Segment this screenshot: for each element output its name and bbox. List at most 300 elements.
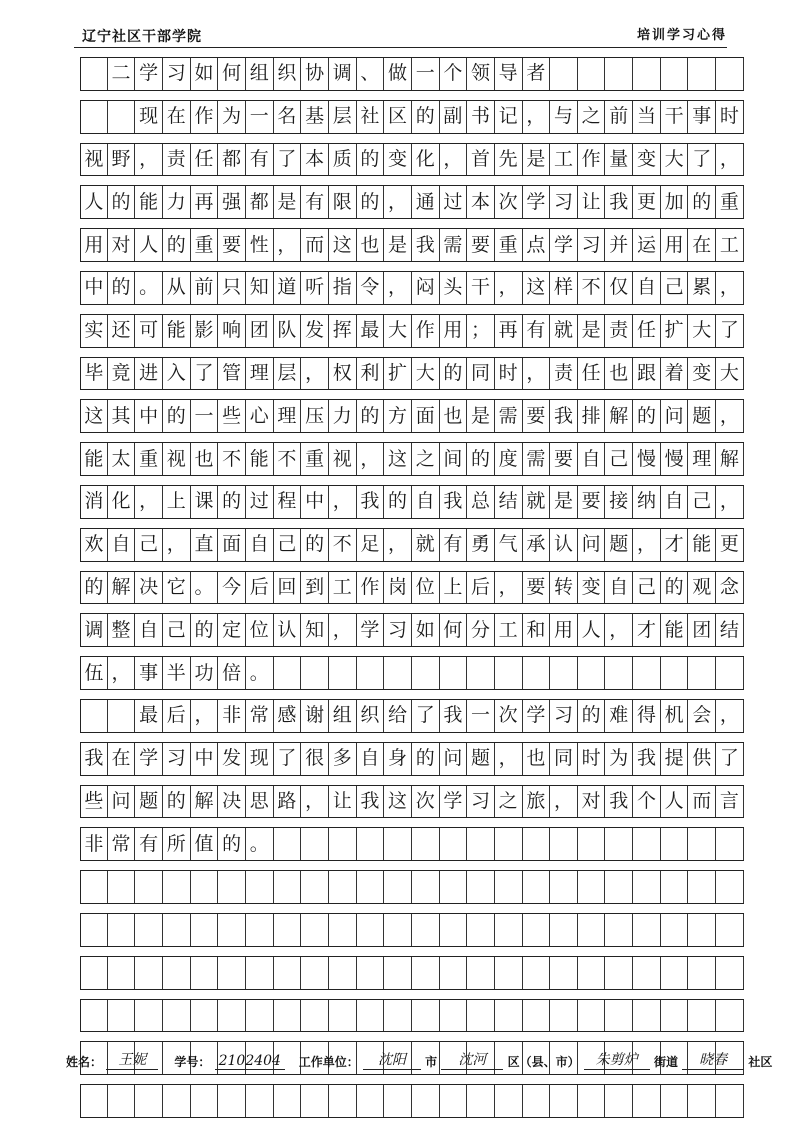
grid-cell: 自 bbox=[578, 443, 606, 475]
grid-cell: 在 bbox=[108, 743, 136, 775]
grid-cell: 学 bbox=[135, 743, 163, 775]
grid-cell: 干 bbox=[661, 101, 689, 133]
grid-cell: 。 bbox=[246, 657, 274, 689]
grid-cell: 着 bbox=[661, 358, 689, 390]
grid-cell: 己 bbox=[163, 614, 191, 646]
grid-cell bbox=[246, 871, 274, 903]
grid-cell bbox=[108, 1085, 136, 1117]
grid-cell: 变 bbox=[688, 358, 716, 390]
grid-cell: 最 bbox=[135, 700, 163, 732]
grid-cell bbox=[688, 58, 716, 90]
grid-cell: 的 bbox=[163, 229, 191, 261]
grid-cell: 自 bbox=[633, 272, 661, 304]
grid-cell: 大 bbox=[688, 315, 716, 347]
grid-cell: 有 bbox=[135, 828, 163, 860]
grid-cell: 会 bbox=[688, 700, 716, 732]
grid-cell: 二 bbox=[108, 58, 136, 90]
grid-cell: 需 bbox=[495, 400, 523, 432]
grid-cell: 本 bbox=[467, 186, 495, 218]
grid-cell: 的 bbox=[357, 186, 385, 218]
grid-cell: 课 bbox=[191, 486, 219, 518]
grid-cell: ， bbox=[633, 529, 661, 561]
grid-row bbox=[80, 143, 744, 177]
name-label: 姓名： bbox=[66, 1055, 103, 1069]
district-field[interactable]: 沈河 bbox=[441, 1049, 503, 1070]
grid-cell: 视 bbox=[163, 443, 191, 475]
grid-cell: 前 bbox=[191, 272, 219, 304]
grid-cell bbox=[274, 828, 302, 860]
city-field[interactable]: 沈阳 bbox=[363, 1049, 421, 1070]
grid-cell bbox=[495, 914, 523, 946]
grid-cell: 发 bbox=[218, 743, 246, 775]
grid-cell: 入 bbox=[163, 358, 191, 390]
grid-cell bbox=[661, 1000, 689, 1032]
grid-cell bbox=[357, 657, 385, 689]
grid-cell: 问 bbox=[578, 529, 606, 561]
grid-cell bbox=[357, 871, 385, 903]
grid-cell bbox=[716, 828, 744, 860]
grid-cell bbox=[523, 1085, 551, 1117]
grid-cell: 层 bbox=[329, 101, 357, 133]
grid-cell: 的 bbox=[163, 400, 191, 432]
grid-cell bbox=[329, 957, 357, 989]
grid-cell: 的 bbox=[301, 529, 329, 561]
grid-cell bbox=[329, 657, 357, 689]
grid-cell: 都 bbox=[246, 186, 274, 218]
grid-cell: 做 bbox=[384, 58, 412, 90]
grid-cell: 过 bbox=[440, 186, 468, 218]
grid-cell: 让 bbox=[578, 186, 606, 218]
grid-cell: 自 bbox=[605, 572, 633, 604]
grid-cell: 是 bbox=[274, 186, 302, 218]
grid-cell bbox=[578, 58, 606, 90]
institution-name: 辽宁社区干部学院 bbox=[82, 29, 202, 45]
grid-cell bbox=[218, 914, 246, 946]
grid-cell: 更 bbox=[633, 186, 661, 218]
grid-cell: 管 bbox=[218, 358, 246, 390]
grid-cell: ， bbox=[716, 486, 744, 518]
grid-cell: 面 bbox=[412, 400, 440, 432]
grid-cell bbox=[578, 657, 606, 689]
grid-cell bbox=[412, 1085, 440, 1117]
community-field[interactable]: 晓春 bbox=[682, 1049, 744, 1070]
grid-cell bbox=[550, 957, 578, 989]
grid-cell bbox=[163, 871, 191, 903]
grid-cell bbox=[440, 657, 468, 689]
grid-cell: 织 bbox=[274, 58, 302, 90]
grid-cell: 毕 bbox=[80, 358, 108, 390]
grid-cell bbox=[578, 914, 606, 946]
grid-cell: 学 bbox=[523, 186, 551, 218]
grid-cell: 一 bbox=[467, 700, 495, 732]
grid-cell: 了 bbox=[191, 358, 219, 390]
grid-cell: 事 bbox=[135, 657, 163, 689]
grid-cell: 能 bbox=[246, 443, 274, 475]
grid-row bbox=[80, 185, 744, 219]
grid-row bbox=[80, 827, 744, 861]
grid-cell: 干 bbox=[467, 272, 495, 304]
grid-cell bbox=[357, 828, 385, 860]
grid-cell: 非 bbox=[80, 828, 108, 860]
grid-cell: 不 bbox=[329, 529, 357, 561]
grid-cell: 的 bbox=[357, 144, 385, 176]
grid-row bbox=[80, 956, 744, 990]
grid-cell: 的 bbox=[108, 186, 136, 218]
grid-cell: 为 bbox=[218, 101, 246, 133]
grid-cell bbox=[578, 957, 606, 989]
grid-cell bbox=[384, 871, 412, 903]
grid-cell bbox=[716, 1000, 744, 1032]
grid-cell: 我 bbox=[605, 186, 633, 218]
grid-cell: 这 bbox=[384, 443, 412, 475]
grid-cell: 人 bbox=[578, 614, 606, 646]
grid-cell: 自 bbox=[108, 529, 136, 561]
grid-cell: 上 bbox=[163, 486, 191, 518]
grid-cell: 间 bbox=[440, 443, 468, 475]
grid-cell: 次 bbox=[412, 786, 440, 818]
grid-cell bbox=[301, 1000, 329, 1032]
grid-cell: 闷 bbox=[412, 272, 440, 304]
grid-cell: 变 bbox=[633, 144, 661, 176]
grid-cell: 转 bbox=[550, 572, 578, 604]
grid-cell: 的 bbox=[384, 486, 412, 518]
grid-cell bbox=[605, 58, 633, 90]
grid-cell bbox=[412, 957, 440, 989]
grid-cell: 是 bbox=[467, 400, 495, 432]
grid-cell: 头 bbox=[440, 272, 468, 304]
grid-cell: 作 bbox=[578, 144, 606, 176]
grid-cell: ， bbox=[108, 657, 136, 689]
grid-cell: 有 bbox=[246, 144, 274, 176]
grid-cell bbox=[688, 871, 716, 903]
grid-cell bbox=[440, 1085, 468, 1117]
grid-cell: 到 bbox=[301, 572, 329, 604]
grid-cell bbox=[523, 914, 551, 946]
grid-cell: ， bbox=[357, 443, 385, 475]
grid-cell bbox=[661, 1085, 689, 1117]
grid-cell: 而 bbox=[301, 229, 329, 261]
grid-cell: 都 bbox=[218, 144, 246, 176]
grid-cell bbox=[191, 871, 219, 903]
grid-cell: 是 bbox=[384, 229, 412, 261]
grid-cell: 和 bbox=[523, 614, 551, 646]
grid-cell bbox=[80, 58, 108, 90]
grid-cell bbox=[357, 1085, 385, 1117]
grid-cell: 伍 bbox=[80, 657, 108, 689]
grid-cell: 承 bbox=[523, 529, 551, 561]
grid-cell: ， bbox=[135, 144, 163, 176]
grid-cell: 需 bbox=[440, 229, 468, 261]
grid-cell bbox=[523, 957, 551, 989]
grid-cell bbox=[495, 871, 523, 903]
grid-cell: 慢 bbox=[633, 443, 661, 475]
grid-cell: 责 bbox=[605, 315, 633, 347]
grid-cell: 题 bbox=[135, 786, 163, 818]
grid-row bbox=[80, 100, 744, 134]
grid-cell: 位 bbox=[246, 614, 274, 646]
grid-cell bbox=[412, 828, 440, 860]
grid-cell: 大 bbox=[384, 315, 412, 347]
grid-row bbox=[80, 656, 744, 690]
grid-cell: 知 bbox=[301, 614, 329, 646]
grid-cell: 中 bbox=[301, 486, 329, 518]
grid-cell bbox=[467, 914, 495, 946]
grid-cell: 太 bbox=[108, 443, 136, 475]
grid-cell bbox=[135, 914, 163, 946]
grid-cell: 与 bbox=[550, 101, 578, 133]
grid-cell: 道 bbox=[274, 272, 302, 304]
header-divider bbox=[74, 47, 727, 48]
grid-cell: 作 bbox=[357, 572, 385, 604]
grid-cell: 机 bbox=[661, 700, 689, 732]
grid-cell: 个 bbox=[440, 58, 468, 90]
grid-cell bbox=[688, 1085, 716, 1117]
grid-cell bbox=[191, 1085, 219, 1117]
grid-cell: 现 bbox=[135, 101, 163, 133]
grid-cell: 了 bbox=[716, 743, 744, 775]
grid-cell: ， bbox=[523, 101, 551, 133]
grid-cell bbox=[301, 957, 329, 989]
grid-cell: 己 bbox=[688, 486, 716, 518]
grid-cell bbox=[163, 914, 191, 946]
grid-cell: 不 bbox=[274, 443, 302, 475]
grid-cell: 质 bbox=[329, 144, 357, 176]
street-field[interactable]: 朱剪炉 bbox=[584, 1049, 650, 1070]
grid-cell: 只 bbox=[218, 272, 246, 304]
grid-cell: 、 bbox=[357, 58, 385, 90]
grid-cell: 认 bbox=[550, 529, 578, 561]
district-label: 区（县、市） bbox=[507, 1055, 580, 1069]
grid-cell: 整 bbox=[108, 614, 136, 646]
grid-cell bbox=[246, 914, 274, 946]
grid-cell bbox=[716, 58, 744, 90]
grid-cell: 次 bbox=[495, 186, 523, 218]
grid-cell: 供 bbox=[688, 743, 716, 775]
grid-cell bbox=[688, 828, 716, 860]
grid-cell bbox=[412, 657, 440, 689]
grid-cell bbox=[716, 871, 744, 903]
grid-cell: 织 bbox=[357, 700, 385, 732]
grid-cell: 利 bbox=[357, 358, 385, 390]
grid-cell: 调 bbox=[329, 58, 357, 90]
grid-cell: ， bbox=[274, 229, 302, 261]
grid-cell: 些 bbox=[80, 786, 108, 818]
grid-cell: 书 bbox=[467, 101, 495, 133]
grid-cell: 压 bbox=[301, 400, 329, 432]
grid-cell: 过 bbox=[246, 486, 274, 518]
grid-cell bbox=[274, 957, 302, 989]
grid-cell: 我 bbox=[550, 400, 578, 432]
grid-cell bbox=[191, 957, 219, 989]
grid-cell bbox=[523, 657, 551, 689]
grid-cell: 如 bbox=[412, 614, 440, 646]
grid-cell: 了 bbox=[274, 144, 302, 176]
grid-cell bbox=[523, 1000, 551, 1032]
grid-cell bbox=[440, 871, 468, 903]
grid-row bbox=[80, 314, 744, 348]
grid-cell: 重 bbox=[191, 229, 219, 261]
grid-cell bbox=[108, 700, 136, 732]
grid-cell: 我 bbox=[633, 743, 661, 775]
grid-cell: 组 bbox=[329, 700, 357, 732]
grid-cell: 跟 bbox=[633, 358, 661, 390]
grid-row bbox=[80, 399, 744, 433]
grid-cell: 解 bbox=[716, 443, 744, 475]
grid-cell: 限 bbox=[329, 186, 357, 218]
grid-cell: 要 bbox=[550, 443, 578, 475]
grid-cell: 我 bbox=[440, 486, 468, 518]
grid-cell: 的 bbox=[633, 400, 661, 432]
grid-cell bbox=[384, 657, 412, 689]
grid-row bbox=[80, 699, 744, 733]
grid-cell bbox=[301, 1085, 329, 1117]
grid-cell bbox=[329, 1000, 357, 1032]
grid-cell: 得 bbox=[633, 700, 661, 732]
grid-cell bbox=[163, 1085, 191, 1117]
grid-cell bbox=[467, 1085, 495, 1117]
grid-cell: 勇 bbox=[467, 529, 495, 561]
grid-cell: 的 bbox=[357, 400, 385, 432]
grid-cell bbox=[523, 828, 551, 860]
grid-cell bbox=[274, 1000, 302, 1032]
grid-cell bbox=[716, 914, 744, 946]
city-label: 市 bbox=[425, 1055, 438, 1069]
grid-cell: 心 bbox=[246, 400, 274, 432]
grid-cell: 。 bbox=[135, 272, 163, 304]
grid-cell: ， bbox=[495, 572, 523, 604]
grid-row bbox=[80, 613, 744, 647]
grid-cell bbox=[605, 914, 633, 946]
grid-cell: 才 bbox=[633, 614, 661, 646]
grid-cell: 习 bbox=[550, 186, 578, 218]
grid-cell bbox=[661, 58, 689, 90]
grid-cell: 认 bbox=[274, 614, 302, 646]
grid-cell bbox=[384, 957, 412, 989]
grid-cell bbox=[578, 1085, 606, 1117]
grid-cell: 其 bbox=[108, 400, 136, 432]
grid-cell: 任 bbox=[191, 144, 219, 176]
grid-row bbox=[80, 785, 744, 819]
grid-cell: 的 bbox=[191, 614, 219, 646]
grid-cell: 所 bbox=[163, 828, 191, 860]
grid-cell: 让 bbox=[329, 786, 357, 818]
footer-info bbox=[66, 1049, 773, 1070]
grid-cell: 化 bbox=[108, 486, 136, 518]
grid-cell: 能 bbox=[661, 614, 689, 646]
grid-cell: 解 bbox=[191, 786, 219, 818]
grid-cell: 题 bbox=[605, 529, 633, 561]
grid-cell: 后 bbox=[163, 700, 191, 732]
grid-cell: 慢 bbox=[661, 443, 689, 475]
grid-cell bbox=[467, 871, 495, 903]
grid-cell: 知 bbox=[246, 272, 274, 304]
grid-cell: 的 bbox=[467, 443, 495, 475]
grid-cell bbox=[301, 657, 329, 689]
grid-cell bbox=[467, 1000, 495, 1032]
grid-cell: 学 bbox=[523, 700, 551, 732]
grid-cell: 我 bbox=[357, 486, 385, 518]
grid-cell: 用 bbox=[440, 315, 468, 347]
grid-cell: 事 bbox=[688, 101, 716, 133]
grid-cell: 之 bbox=[412, 443, 440, 475]
grid-cell bbox=[495, 828, 523, 860]
grid-cell bbox=[550, 657, 578, 689]
grid-cell: 层 bbox=[274, 358, 302, 390]
grid-cell: 大 bbox=[716, 358, 744, 390]
grid-cell: 性 bbox=[246, 229, 274, 261]
grid-cell bbox=[329, 871, 357, 903]
grid-cell: 个 bbox=[633, 786, 661, 818]
grid-cell: 了 bbox=[412, 700, 440, 732]
grid-row bbox=[80, 528, 744, 562]
grid-cell bbox=[688, 957, 716, 989]
grid-cell: 在 bbox=[688, 229, 716, 261]
grid-cell: 重 bbox=[716, 186, 744, 218]
grid-cell: 决 bbox=[218, 786, 246, 818]
grid-cell: 题 bbox=[688, 400, 716, 432]
grid-cell: ， bbox=[384, 186, 412, 218]
grid-cell: 者 bbox=[523, 58, 551, 90]
grid-cell: 仅 bbox=[605, 272, 633, 304]
grid-cell: 自 bbox=[412, 486, 440, 518]
grid-cell: 基 bbox=[301, 101, 329, 133]
grid-cell: 样 bbox=[550, 272, 578, 304]
grid-cell: 理 bbox=[246, 358, 274, 390]
grid-cell: 听 bbox=[301, 272, 329, 304]
grid-cell: 了 bbox=[688, 144, 716, 176]
grid-cell: 在 bbox=[163, 101, 191, 133]
grid-cell: 方 bbox=[384, 400, 412, 432]
id-field[interactable]: 2102404 bbox=[215, 1053, 285, 1070]
grid-cell: 总 bbox=[467, 486, 495, 518]
grid-cell: 量 bbox=[605, 144, 633, 176]
grid-cell bbox=[467, 828, 495, 860]
grid-cell: 团 bbox=[688, 614, 716, 646]
grid-cell: 一 bbox=[412, 58, 440, 90]
grid-cell bbox=[605, 1000, 633, 1032]
grid-cell: 也 bbox=[440, 400, 468, 432]
grid-cell: 我 bbox=[440, 700, 468, 732]
grid-cell: 气 bbox=[495, 529, 523, 561]
grid-cell: 要 bbox=[578, 486, 606, 518]
grid-cell bbox=[661, 657, 689, 689]
grid-cell: ， bbox=[384, 272, 412, 304]
grid-cell: 我 bbox=[605, 786, 633, 818]
grid-cell: 区 bbox=[384, 101, 412, 133]
grid-cell: 通 bbox=[412, 186, 440, 218]
grid-cell: 作 bbox=[191, 101, 219, 133]
grid-cell: 提 bbox=[661, 743, 689, 775]
grid-cell: ， bbox=[716, 144, 744, 176]
grid-cell: ， bbox=[135, 486, 163, 518]
grid-cell: 习 bbox=[163, 58, 191, 90]
grid-cell bbox=[384, 828, 412, 860]
grid-row bbox=[80, 228, 744, 262]
grid-cell: 再 bbox=[495, 315, 523, 347]
grid-cell: ， bbox=[550, 786, 578, 818]
name-field[interactable]: 王妮 bbox=[106, 1049, 158, 1070]
grid-cell bbox=[495, 957, 523, 989]
grid-cell: ， bbox=[301, 358, 329, 390]
grid-cell: 己 bbox=[135, 529, 163, 561]
grid-cell: 点 bbox=[523, 229, 551, 261]
grid-cell: 了 bbox=[274, 743, 302, 775]
grid-cell: 能 bbox=[688, 529, 716, 561]
grid-row bbox=[80, 357, 744, 391]
grid-cell bbox=[80, 914, 108, 946]
grid-cell: 用 bbox=[550, 614, 578, 646]
manuscript-grid bbox=[80, 57, 744, 1127]
